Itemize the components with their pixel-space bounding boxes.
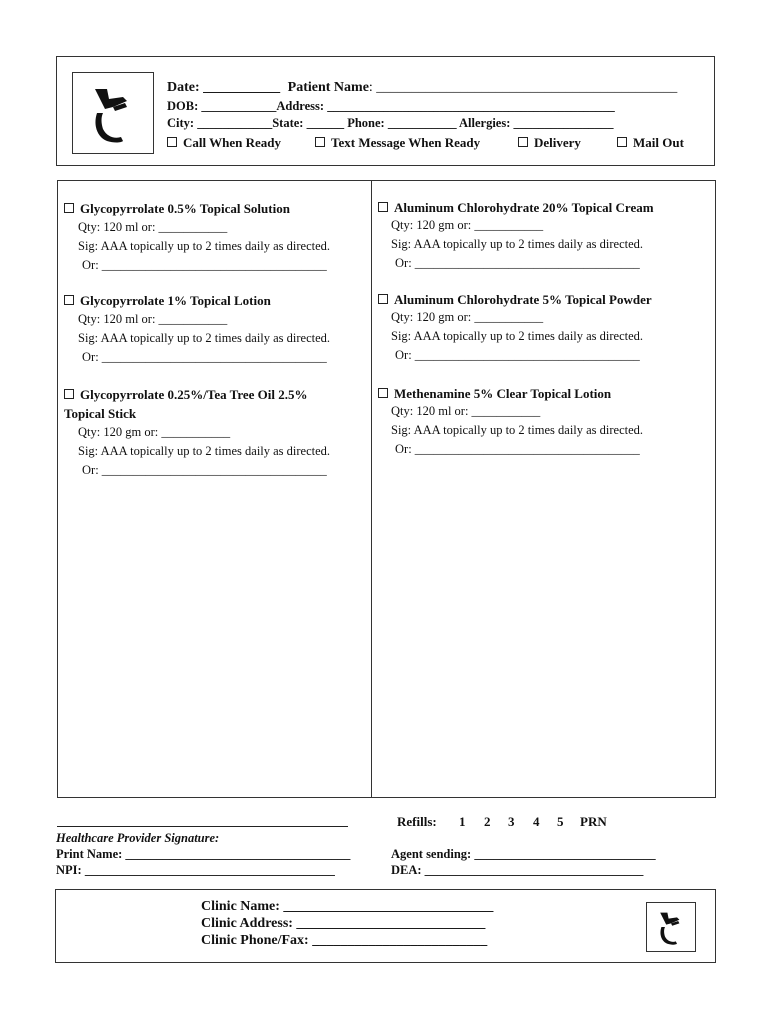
qty-line[interactable]: Qty: 120 gm or: ___________ — [78, 425, 231, 439]
option-call-when-ready[interactable]: Call When Ready — [167, 135, 281, 151]
checkbox-icon[interactable] — [64, 203, 74, 213]
pharmacy-logo-small — [646, 902, 696, 952]
sig-line: Sig: AAA topically up to 2 times daily as directed. — [78, 331, 331, 345]
clinic-address-field[interactable]: Clinic Address: ___________________________ — [201, 916, 486, 931]
npi-field[interactable]: NPI: ________________________________________ — [56, 863, 335, 877]
med-title-continued: Topical Stick — [64, 406, 137, 421]
city-state-phone-allergies-line[interactable]: City: ____________State: ______ Phone: ___________ Allergies: ________________ — [167, 116, 614, 130]
checkbox-icon[interactable] — [617, 137, 627, 147]
option-text-message[interactable]: Text Message When Ready — [315, 135, 480, 151]
checkbox-icon[interactable] — [315, 137, 325, 147]
qty-line[interactable]: Qty: 120 ml or: ___________ — [391, 404, 541, 418]
signature-line[interactable] — [57, 826, 348, 827]
med-methenamine-5-lotion[interactable]: Methenamine 5% Clear Topical Lotion — [378, 386, 611, 402]
checkbox-icon[interactable] — [167, 137, 177, 147]
refill-option-4[interactable]: 4 — [533, 814, 540, 829]
sig-line: Sig: AAA topically up to 2 times daily as directed. — [391, 237, 644, 251]
clinic-phone-fax-field[interactable]: Clinic Phone/Fax: _________________________ — [201, 933, 488, 948]
checkbox-icon[interactable] — [64, 389, 74, 399]
med-glyco-1-lotion[interactable]: Glycopyrrolate 1% Topical Lotion — [64, 293, 271, 309]
or-line[interactable]: Or: ____________________________________ — [82, 350, 327, 364]
checkbox-icon[interactable] — [518, 137, 528, 147]
or-line[interactable]: Or: ____________________________________ — [395, 442, 640, 456]
refill-option-2[interactable]: 2 — [484, 814, 491, 829]
sig-line: Sig: AAA topically up to 2 times daily as directed. — [391, 423, 644, 437]
or-line[interactable]: Or: ____________________________________ — [82, 463, 327, 477]
refill-option-5[interactable]: 5 — [557, 814, 564, 829]
pharmacy-logo — [72, 72, 154, 154]
qty-line[interactable]: Qty: 120 gm or: ___________ — [391, 218, 544, 232]
refills-label: Refills: — [397, 814, 437, 829]
clinic-name-field[interactable]: Clinic Name: ______________________________ — [201, 899, 494, 914]
signature-label: Healthcare Provider Signature: — [56, 831, 220, 845]
sig-line: Sig: AAA topically up to 2 times daily as directed. — [78, 444, 331, 458]
dob-address-line[interactable]: DOB: ____________Address: ______________________________________________ — [167, 99, 615, 113]
refill-option-3[interactable]: 3 — [508, 814, 515, 829]
patient-name-label: Patient Name — [287, 80, 369, 95]
or-line[interactable]: Or: ____________________________________ — [395, 256, 640, 270]
column-divider — [371, 180, 372, 798]
option-delivery[interactable]: Delivery — [518, 135, 581, 151]
checkbox-icon[interactable] — [378, 294, 388, 304]
qty-line[interactable]: Qty: 120 ml or: ___________ — [78, 220, 228, 234]
checkbox-icon[interactable] — [64, 295, 74, 305]
mortar-pestle-icon — [647, 903, 695, 951]
date-field[interactable]: Date: ___________ — [167, 80, 281, 95]
patient-name-field[interactable]: : ___________________________________________ — [368, 80, 678, 95]
med-aluminum-5-powder[interactable]: Aluminum Chlorohydrate 5% Topical Powder — [378, 292, 652, 308]
refill-option-1[interactable]: 1 — [459, 814, 466, 829]
med-glyco-tea-tree-stick[interactable]: Glycopyrrolate 0.25%/Tea Tree Oil 2.5% — [64, 387, 307, 403]
qty-line[interactable]: Qty: 120 gm or: ___________ — [391, 310, 544, 324]
option-mail-out[interactable]: Mail Out — [617, 135, 684, 151]
or-line[interactable]: Or: ____________________________________ — [82, 258, 327, 272]
dea-field[interactable]: DEA: ___________________________________ — [391, 863, 644, 877]
mortar-pestle-icon — [73, 73, 153, 153]
sig-line: Sig: AAA topically up to 2 times daily as directed. — [391, 329, 644, 343]
checkbox-icon[interactable] — [378, 388, 388, 398]
sig-line: Sig: AAA topically up to 2 times daily as directed. — [78, 239, 331, 253]
med-glyco-0-5-solution[interactable]: Glycopyrrolate 0.5% Topical Solution — [64, 201, 290, 217]
agent-sending-field[interactable]: Agent sending: _____________________________ — [391, 847, 656, 861]
med-aluminum-20-cream[interactable]: Aluminum Chlorohydrate 20% Topical Cream — [378, 200, 654, 216]
refill-option-prn[interactable]: PRN — [580, 814, 607, 829]
checkbox-icon[interactable] — [378, 202, 388, 212]
qty-line[interactable]: Qty: 120 ml or: ___________ — [78, 312, 228, 326]
or-line[interactable]: Or: ____________________________________ — [395, 348, 640, 362]
print-name-field[interactable]: Print Name: ____________________________________ — [56, 847, 351, 861]
